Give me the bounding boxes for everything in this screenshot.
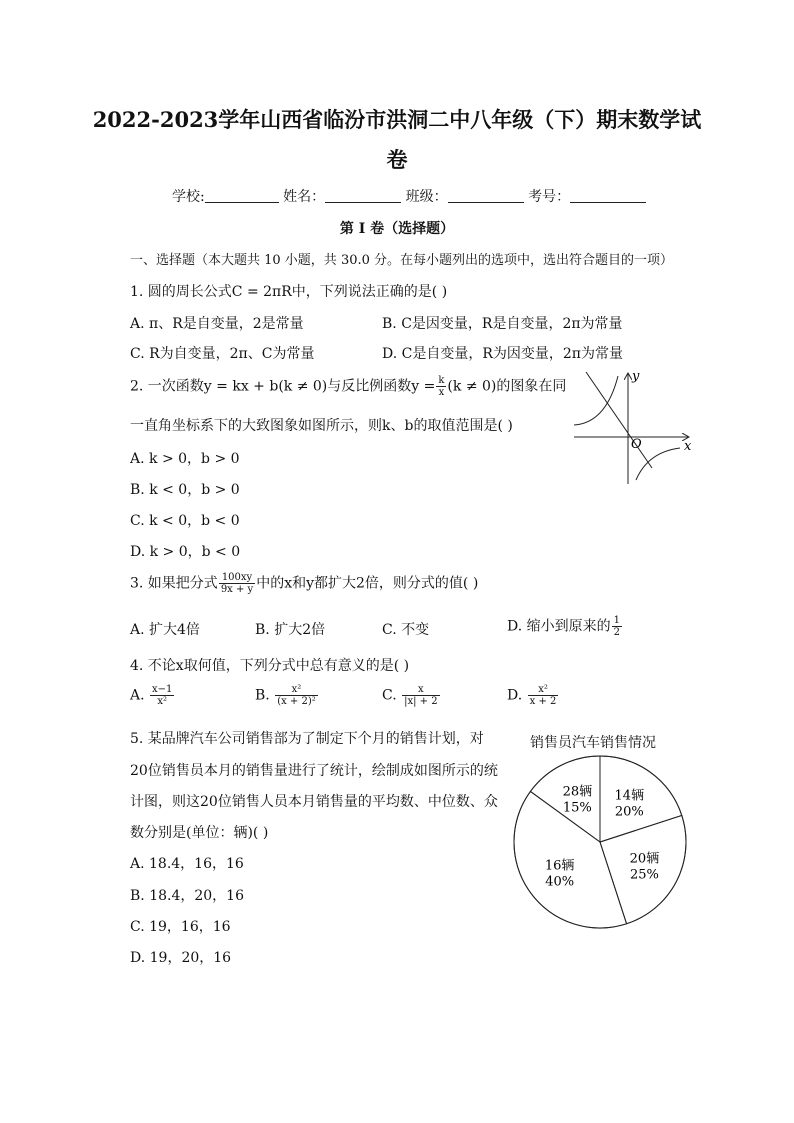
info-fields [172,186,646,206]
question-4-option-a[interactable] [130,684,175,707]
question-2-graph [568,368,698,488]
exam-title-line1: 2022-2023学年山西省临汾市洪洞二中八年级（下）期末数学试 [92,107,702,132]
question-5-option-c[interactable]: C. 19，16，16 [130,919,231,935]
fraction-numerator: 100xy [219,572,255,584]
fraction-numerator: k [438,375,445,386]
question-2-option-c[interactable]: C. k < 0，b < 0 [130,513,240,529]
question-4-option-d[interactable] [507,684,559,707]
pie-chart-title: 销售员汽车销售情况 [530,735,656,751]
question-1-option-a[interactable]: A. π、R是自变量，2是常量 [130,316,304,332]
pie-slice-percent-0: 15% [562,800,592,816]
question-1-option-c[interactable]: C. R为自变量，2π、C为常量 [130,346,315,362]
linear-function-line [586,372,652,468]
option-d-fraction [612,615,622,638]
exam-no-label: 考号： [528,189,571,205]
fraction-denominator: |x| + 2 [404,696,438,707]
question-2-fraction [436,375,446,398]
question-3-stem-b: 中的x和y都扩大2倍，则分式的值( ) [256,575,479,592]
question-3-option-a[interactable]: A. 扩大4倍 [130,622,200,638]
question-4-option-b[interactable] [255,684,319,707]
question-2-stem-a: 2. 一次函数y = kx + b(k ≠ 0)与反比例函数y = [130,378,436,395]
exam-no-blank[interactable] [570,188,646,203]
question-2-stem-c: 一直角坐标系下的大致图象如图所示，则k、b的取值范围是( ) [130,418,513,434]
x-axis-label: x [684,439,692,454]
name-label: 姓名： [283,189,326,205]
class-blank[interactable] [448,188,524,203]
question-2-option-a[interactable]: A. k > 0，b > 0 [130,451,240,467]
question-5-stem-line3: 计图，则这20位销售人员本月销售量的平均数、中位数、众 [130,794,498,810]
fraction-denominator: x [438,387,445,398]
question-2-option-d[interactable]: D. k > 0，b < 0 [130,544,241,560]
pie-slice-label-1: 14辆 [614,788,645,804]
option-fraction [275,684,318,707]
question-5-option-b[interactable]: B. 18.4，20，16 [130,888,244,904]
option-label: C. [382,687,397,704]
question-4-option-c[interactable] [382,684,441,707]
hyperbola-branch-lower [636,448,680,480]
option-label: D. [507,687,523,704]
question-5-stem-line1: 5. 某品牌汽车公司销售部为了制定下个月的销售计划，对 [130,731,484,747]
question-3-stem-a: 3. 如果把分式 [130,575,218,592]
origin-label: O [631,437,642,452]
fraction-denominator: 9x + y [220,584,254,595]
volume-heading: 第 I 卷（选择题） [339,221,455,237]
fraction-denominator: x + 2 [529,696,557,707]
pie-slice-label-0: 28辆 [562,784,593,800]
question-5-option-d[interactable]: D. 19，20，16 [130,950,232,966]
question-1-option-d[interactable]: D. C是自变量，R为因变量，2π为常量 [382,346,623,362]
question-3-stem [130,572,478,595]
pie-slice-percent-2: 25% [629,867,659,883]
exam-title-line2: 卷 [386,147,408,172]
option-d-text: D. 缩小到原来的 [507,618,611,635]
question-1-option-b[interactable]: B. C是因变量，R是自变量，2π为常量 [382,316,623,332]
fraction-numerator: x² [528,684,559,696]
option-label: B. [255,687,270,704]
fraction-numerator: x−1 [152,684,173,695]
pie-slice-label-3: 16辆 [544,858,575,874]
fraction-denominator: x² [157,696,168,707]
option-label: A. [130,687,145,704]
question-5-stem-line2: 20位销售员本月的销售量进行了统计，绘制成如图所示的统 [130,763,498,779]
fraction-numerator: x² [275,684,318,696]
question-5-option-a[interactable]: A. 18.4，16，16 [130,856,244,872]
option-fraction [402,684,439,707]
school-blank[interactable] [205,188,279,203]
name-blank[interactable] [325,188,401,203]
question-2-stem-b: (k ≠ 0)的图象在同 [447,378,567,395]
fraction-denominator: (x + 2)² [277,696,316,707]
question-5-stem-line4: 数分别是(单位：辆)( ) [130,825,269,841]
pie-slice-percent-1: 20% [614,804,644,820]
question-3-option-b[interactable]: B. 扩大2倍 [255,622,326,638]
fraction-numerator: x [402,684,439,696]
y-axis-label: y [632,369,640,384]
option-fraction [150,684,174,707]
fraction-numerator: 1 [613,615,621,626]
question-3-fraction [219,572,255,595]
question-2-stem [130,375,566,398]
hyperbola-branch-upper [574,376,618,425]
section-heading: 一、选择题（本大题共 10 小题，共 30.0 分。在每小题列出的选项中，选出符合题目的一项） [130,253,674,268]
question-3-option-c[interactable]: C. 不变 [382,622,430,638]
pie-slice-label-2: 20辆 [629,851,660,867]
option-fraction [528,684,559,707]
question-1-stem: 1. 圆的周长公式C = 2πR中，下列说法正确的是( ) [130,284,448,300]
question-3-option-d[interactable] [507,615,623,638]
school-label: 学校: [172,189,205,205]
pie-chart [510,752,690,932]
fraction-denominator: 2 [613,627,621,638]
question-2-option-b[interactable]: B. k < 0，b > 0 [130,482,240,498]
class-label: 班级： [405,189,448,205]
pie-slice-percent-3: 40% [545,874,575,890]
question-4-stem: 4. 不论x取何值，下列分式中总有意义的是( ) [130,658,410,674]
